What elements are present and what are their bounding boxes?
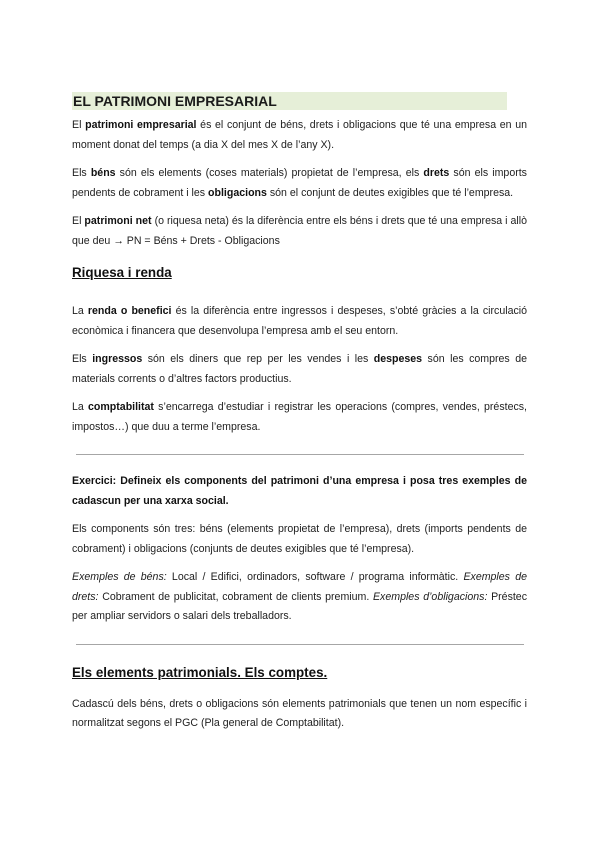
- label-exemples-bens: Exemples de béns:: [72, 571, 167, 583]
- paragraph-renda: La renda o benefici és la diferència entre ingressos i despeses, s’obté gràcies a la circulació econòmica i financera que desenvolupa l’empresa amb el seu entorn.: [72, 305, 528, 337]
- term-obligacions: obligacions: [208, 186, 267, 199]
- page-title: EL PATRIMONI EMPRESARIAL: [72, 92, 507, 110]
- heading-elements-patrimonials: Els elements patrimonials. Els comptes.: [72, 664, 328, 680]
- term-patrimoni-empresarial: patrimoni empresarial: [85, 119, 197, 131]
- term-renda-benefici: renda o benefici: [87, 305, 172, 317]
- term-ingressos: ingressos: [92, 353, 143, 365]
- paragraph-patrimoni-empresarial: El patrimoni empresarial és el conjunt de béns, drets i obligacions que té una empresa en un moment donat del temps (a dia X del mes X de l’any X).: [72, 119, 527, 151]
- paragraph-exemples: Exemples de béns: Local / Edifici, ordinadors, software / programa informàtic. Exemples de drets: Cobrament de publicitat, cobrament de clients premium. Exemples d’obligacions: Préstec per ampliar servidors o salari dels treballadors.: [72, 571, 527, 622]
- term-comptabilitat: comptabilitat: [88, 401, 154, 413]
- term-patrimoni-net: patrimoni net: [84, 215, 152, 227]
- exercise-question: Exercici: Defineix els components del patrimoni d’una empresa i posa tres exemples de cadascun per una xarxa social.: [72, 475, 527, 507]
- label-exemples-drets: Exemples de drets:: [72, 571, 527, 603]
- document-page: [72, 92, 527, 734]
- heading-riquesa-renda: Riquesa i renda: [72, 265, 172, 280]
- paragraph-comptabilitat: La comptabilitat s’encarrega d’estudiar i registrar les operacions (compres, vendes, préstecs, impostos…) que duu a terme l’empresa.: [72, 401, 527, 433]
- divider: [76, 454, 524, 455]
- paragraph-components: Els components són tres: béns (elements propietat de l’empresa), drets (imports pendents de cobrament) i obligacions (conjunts de deutes exigibles que té l’empresa).: [72, 523, 527, 555]
- label-exemples-obligacions: Exemples d’obligacions:: [372, 590, 488, 603]
- paragraph-bens-drets-obligacions: Els béns són els elements (coses materials) propietat de l’empresa, els drets són els imports pendents de cobrament i les obligacions són el conjunt de deutes exigibles que té l’empresa.: [72, 167, 527, 199]
- term-bens: béns: [90, 167, 116, 179]
- paragraph-patrimoni-net: El patrimoni net (o riquesa neta) és la diferència entre els béns i drets que té una empresa i allò que deu → PN = Béns + Drets - Obligacions: [72, 215, 527, 247]
- paragraph-ingressos-despeses: Els ingressos són els diners que rep per les vendes i les despeses són les compres de materials corrents o d’altres factors productius.: [72, 353, 527, 385]
- divider: [76, 644, 524, 645]
- paragraph-elements-patrimonials: Cadascú dels béns, drets o obligacions són elements patrimonials que tenen un nom específic i normalitzat segons el PGC (Pla general de Comptabilitat).: [72, 697, 527, 729]
- term-drets: drets: [423, 167, 450, 179]
- term-despeses: despeses: [373, 353, 423, 365]
